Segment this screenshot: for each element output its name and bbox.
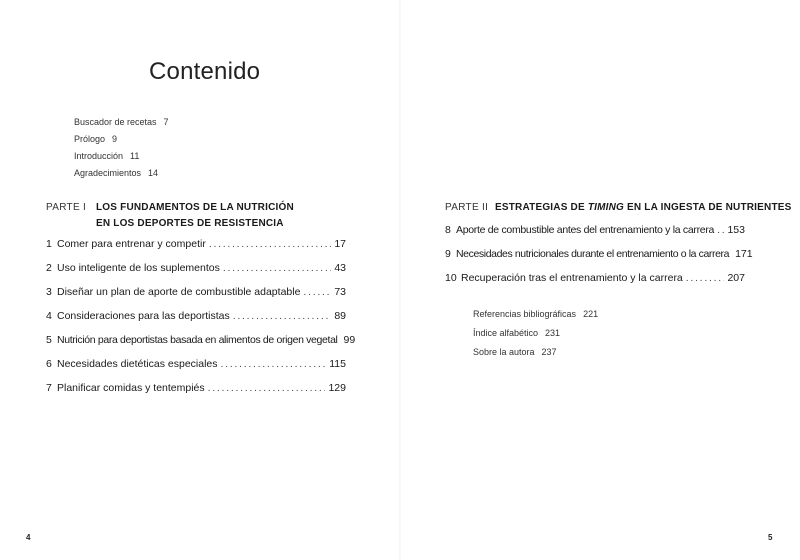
part2-chapter-list [445, 224, 753, 296]
part1-heading [46, 202, 294, 232]
toc-chapter-10[interactable]: 10 Recuperación tras el entrenamiento y la carrera . . . 207 [445, 272, 745, 296]
part1-title: LOS FUNDAMENTOS DE LA NUTRICIÓN EN LOS DEPORTES DE RESISTENCIA [96, 202, 294, 229]
dot-leader [233, 310, 332, 322]
book-gutter [399, 0, 401, 560]
toc-entry-introduccion[interactable]: Introducción 11 [74, 151, 140, 161]
page-title: Contenido [149, 58, 261, 85]
part2-heading [445, 202, 792, 216]
toc-chapter-7[interactable]: 7 Planificar comidas y tentempiés . . . 129 [46, 382, 346, 406]
toc-chapter-4[interactable]: 4 Consideraciones para las deportistas . . . 89 [46, 310, 346, 334]
toc-entry-agradecimientos[interactable]: Agradecimientos 14 [74, 168, 159, 178]
back-matter-list [473, 309, 598, 366]
toc-chapter-1[interactable]: 1 Comer para entrenar y competir . . . 17 [46, 238, 346, 262]
toc-chapter-9[interactable]: 9 Necesidades nutricionales durante el entrenamiento o la carrera 171 [445, 248, 753, 260]
toc-chapter-6[interactable]: 6 Necesidades dietéticas especiales . . . 115 [46, 358, 346, 382]
toc-chapter-8[interactable]: 8 Aporte de combustible antes del entrenamiento y la carrera . . . 153 [445, 224, 745, 248]
toc-entry-indice[interactable]: Índice alfabético 231 [473, 328, 561, 338]
toc-entry-buscador[interactable]: Buscador de recetas 7 [74, 117, 169, 127]
toc-chapter-5[interactable]: 5 Nutrición para deportistas basada en alimentos de origen vegetal 99 [46, 334, 356, 346]
dot-leader [686, 272, 725, 284]
toc-chapter-2[interactable]: 2 Uso inteligente de los suplementos . . . 43 [46, 262, 346, 286]
dot-leader [303, 286, 331, 298]
page-number-right: 5 [768, 533, 773, 542]
toc-entry-sobre-la-autora[interactable]: Sobre la autora 237 [473, 347, 557, 357]
part2-label: PARTE II [445, 202, 489, 213]
part2-title: ESTRATEGIAS DE TIMING EN LA INGESTA DE NUTRIENTES [495, 202, 792, 213]
toc-chapter-3[interactable]: 3 Diseñar un plan de aporte de combustible adaptable . . . 73 [46, 286, 346, 310]
page-number-left: 4 [26, 533, 31, 542]
dot-leader [223, 262, 331, 274]
dot-leader [221, 358, 327, 370]
front-matter-list [74, 117, 169, 185]
dot-leader [208, 382, 326, 394]
dot-leader [717, 224, 724, 236]
toc-entry-referencias[interactable]: Referencias bibliográficas 221 [473, 309, 599, 319]
dot-leader [209, 238, 332, 250]
toc-entry-prologo[interactable]: Prólogo 9 [74, 134, 118, 144]
part1-chapter-list [46, 238, 356, 406]
part1-label: PARTE I [46, 202, 87, 213]
